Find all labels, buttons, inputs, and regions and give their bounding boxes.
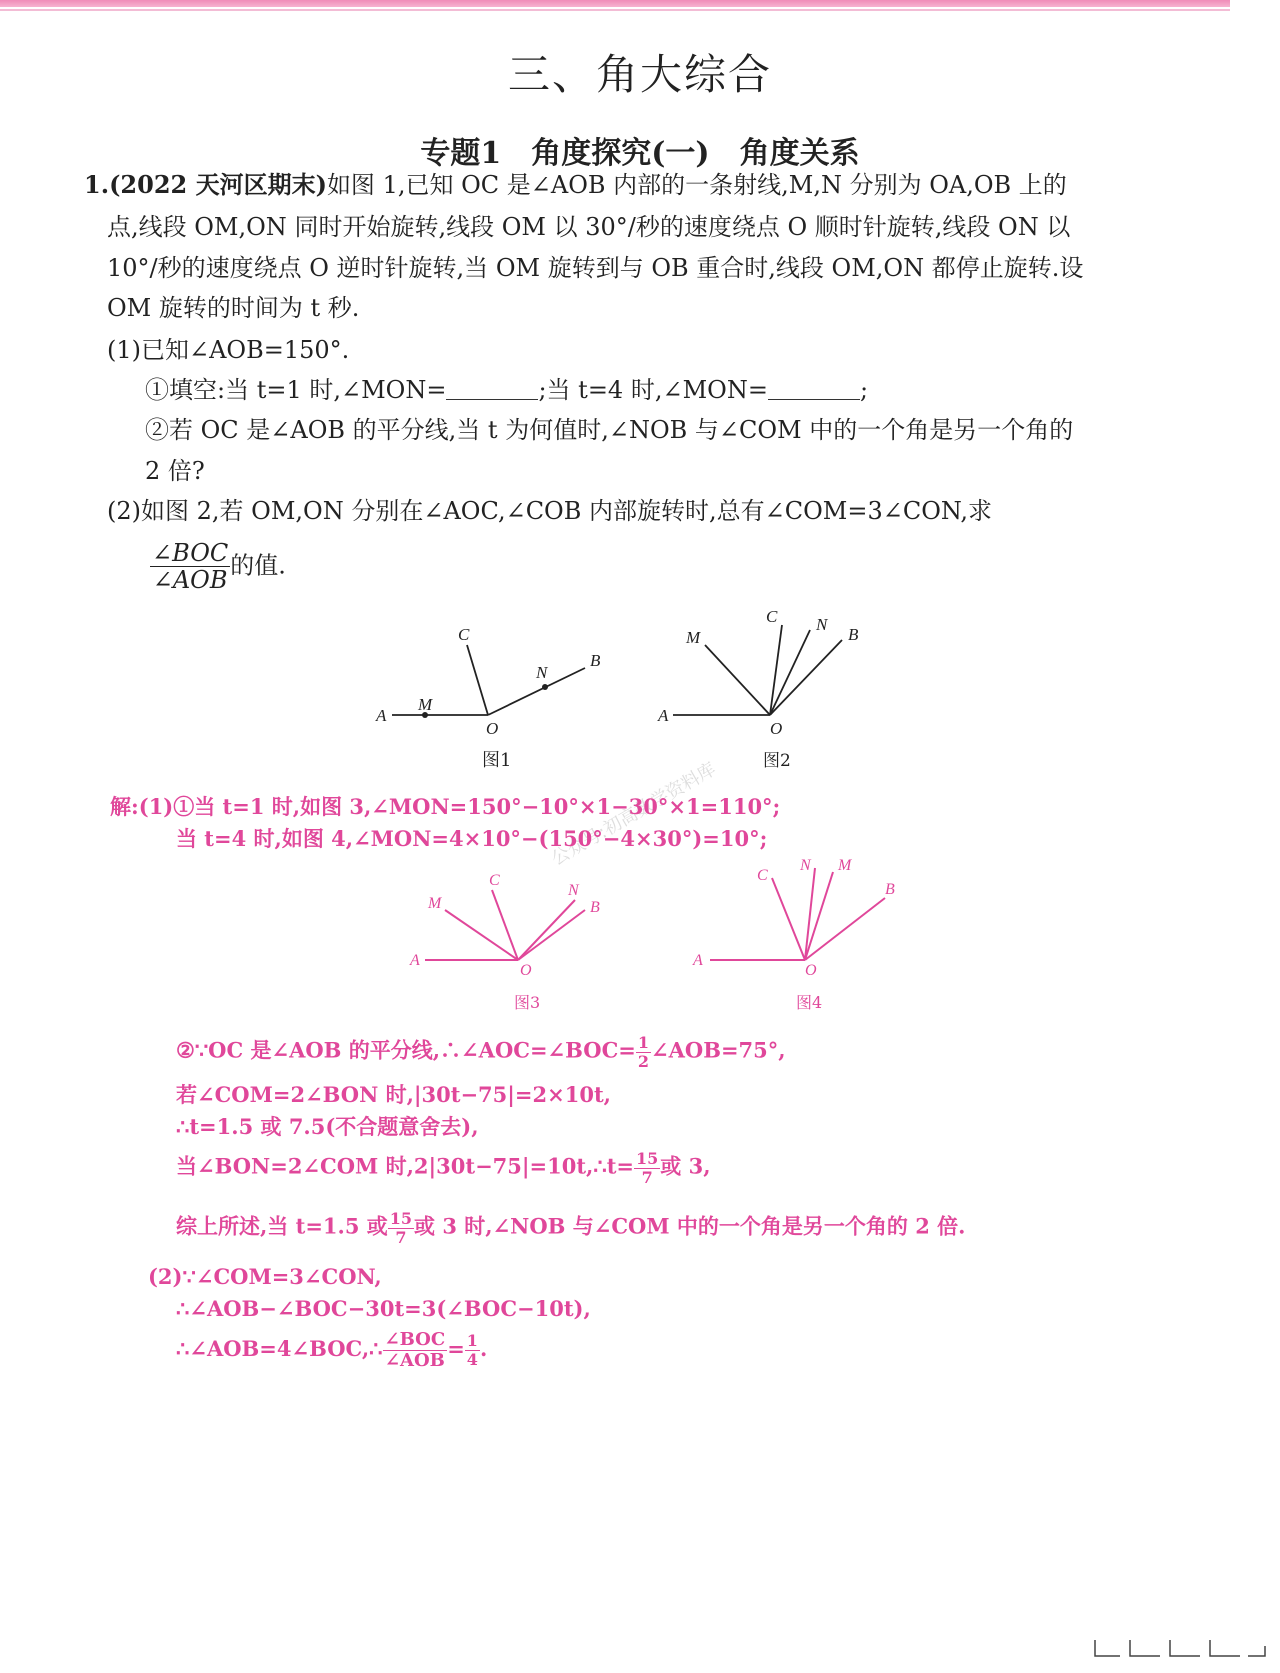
label-c: C (458, 625, 470, 644)
frac-a-denominator: 7 (641, 1167, 653, 1187)
fraction-half (636, 1034, 651, 1070)
label-a-2: A (658, 706, 669, 725)
label-o-4: O (805, 962, 817, 979)
solution-10-a: ∴∠AOB=4∠BOC,∴ (176, 1335, 383, 1361)
fraction-15-7-a (634, 1150, 660, 1186)
label-m-4: M (838, 857, 852, 874)
frac-b-numerator: 15 (389, 1209, 413, 1228)
fraction-denominator: ∠AOB (152, 566, 228, 595)
label-m-3: M (428, 895, 442, 912)
solution-line-7 (176, 1210, 965, 1246)
label-c-2: C (766, 607, 778, 626)
label-m: M (418, 695, 433, 714)
solution-line-3 (176, 1034, 786, 1070)
label-b-4: B (885, 881, 895, 898)
label-n-4: N (800, 857, 811, 874)
ray-oc (467, 645, 488, 715)
top-decoration-line (0, 9, 1230, 11)
solution-line-1: 解:(1)①当 t=1 时,如图 3,∠MON=150°−10°×1−30°×1=110°; (110, 794, 781, 819)
fraction-boc-aob (383, 1330, 448, 1371)
solution-3-b: ∠AOB=75°, (651, 1037, 786, 1063)
top-decoration-bar (0, 0, 1230, 7)
label-o-2: O (770, 719, 783, 738)
half-numerator: 1 (637, 1033, 650, 1052)
label-n: N (536, 663, 548, 682)
figure-4 (710, 868, 885, 960)
part1-heading: (1)已知∠AOB=150°. (107, 336, 350, 364)
label-b: B (590, 651, 601, 670)
solution-7-a: 综上所述,当 t=1.5 或 (176, 1213, 388, 1239)
part2-fraction (150, 540, 230, 594)
watermark: 公众号:初高数学资料库 (547, 758, 720, 870)
problem-stem-2: 点,线段 OM,ON 同时开始旋转,线段 OM 以 30°/秒的速度绕点 O 顺时针旋转,线段 ON 以 (107, 213, 1071, 241)
q1-text-b: ;当 t=4 时,∠MON= (538, 376, 768, 404)
solution-6-b: 或 3, (660, 1153, 711, 1179)
half-denominator: 2 (637, 1051, 650, 1071)
fraction-quarter (465, 1332, 480, 1368)
part2-heading: (2)如图 2,若 OM,ON 分别在∠AOC,∠COB 内部旋转时,总有∠COM=3∠CON,求 (107, 497, 992, 525)
point-n (542, 684, 548, 690)
solution-line-2: 当 t=4 时,如图 4,∠MON=4×10°−(150°−4×30°)=10°; (176, 826, 768, 851)
label-n-3: N (568, 882, 579, 899)
solution-line-4: 若∠COM=2∠BON 时,|30t−75|=2×10t, (176, 1082, 611, 1107)
solution-line-9: ∴∠AOB−∠BOC−30t=3(∠BOC−10t), (176, 1296, 591, 1321)
ray-ob-2 (770, 640, 842, 715)
problem-stem-3: 10°/秒的速度绕点 O 逆时针旋转,当 OM 旋转到与 OB 重合时,线段 OM,ON 都停止旋转.设 (107, 254, 1084, 282)
frac-a-numerator: 15 (636, 1149, 659, 1168)
problem-stem-1: 如图 1,已知 OC 是∠AOB 内部的一条射线,M,N 分别为 OA,OB 上的 (326, 171, 1067, 199)
problem-number: 1. (84, 170, 110, 199)
caption-fig3: 图3 (514, 993, 541, 1012)
solution-line-10 (176, 1330, 487, 1371)
answer-blank-2[interactable] (768, 379, 860, 400)
figures-1-2 (360, 600, 880, 780)
frac-b-denominator: 7 (395, 1227, 407, 1247)
solution-10-b: . (479, 1335, 488, 1361)
solution-7-b: 或 3 时,∠NOB 与∠COM 中的一个角是另一个角的 2 倍. (414, 1213, 966, 1239)
figure-3 (425, 890, 585, 960)
ray-om-2 (705, 645, 770, 715)
solution-line-5: ∴t=1.5 或 7.5(不合题意舍去), (176, 1114, 479, 1139)
label-b-2: B (848, 625, 859, 644)
label-m-2: M (686, 628, 701, 647)
fraction-numerator: ∠BOC (152, 539, 229, 567)
figures-3-4 (400, 850, 920, 1020)
quarter-numerator: 1 (466, 1331, 478, 1351)
solution-line-8: (2)∵∠COM=3∠CON, (148, 1264, 382, 1289)
question-2-line-1: ②若 OC 是∠AOB 的平分线,当 t 为何值时,∠NOB 与∠COM 中的一个角是另一个角的 (145, 416, 1074, 444)
label-n-2: N (816, 615, 828, 634)
label-o-3: O (520, 962, 532, 979)
label-c-3: C (489, 872, 500, 889)
topic-title: 专题1 角度探究(一) 角度关系 (420, 136, 860, 171)
part2-fraction-line (150, 540, 286, 594)
label-a-4: A (693, 952, 703, 969)
problem-stem-4: OM 旋转的时间为 t 秒. (107, 294, 360, 322)
solution-3-a: ②∵OC 是∠AOB 的平分线,∴∠AOC=∠BOC= (176, 1037, 636, 1063)
quarter-denominator: 4 (466, 1349, 478, 1369)
label-c-4: C (757, 867, 768, 884)
caption-fig1: 图1 (482, 750, 512, 771)
fraction-15-7-b (388, 1210, 414, 1246)
solution-line-6 (176, 1150, 711, 1186)
problem-line-1 (84, 170, 1067, 200)
caption-fig4: 图4 (796, 993, 823, 1012)
label-a: A (376, 706, 387, 725)
part2-tail: 的值. (230, 551, 286, 580)
label-b-3: B (590, 899, 600, 916)
problem-source: (2022 天河区期末) (109, 170, 327, 199)
answer-blank-1[interactable] (446, 379, 538, 400)
solution-6-a: 当∠BON=2∠COM 时,2|30t−75|=10t,∴t= (176, 1153, 635, 1179)
equals-sign: = (447, 1335, 465, 1361)
q1-text-c: ; (859, 376, 869, 404)
caption-fig2: 图2 (763, 751, 791, 771)
label-a-3: A (410, 952, 420, 969)
chapter-title: 三、角大综合 (507, 50, 772, 99)
page-corner-marks (1090, 1638, 1270, 1660)
frac-aob: ∠AOB (384, 1349, 445, 1371)
frac-boc: ∠BOC (384, 1329, 446, 1350)
question-2-line-2: 2 倍? (145, 457, 205, 485)
label-o: O (486, 719, 499, 738)
q1-text-a: ①填空:当 t=1 时,∠MON= (145, 376, 447, 404)
question-1-fill (145, 375, 868, 405)
